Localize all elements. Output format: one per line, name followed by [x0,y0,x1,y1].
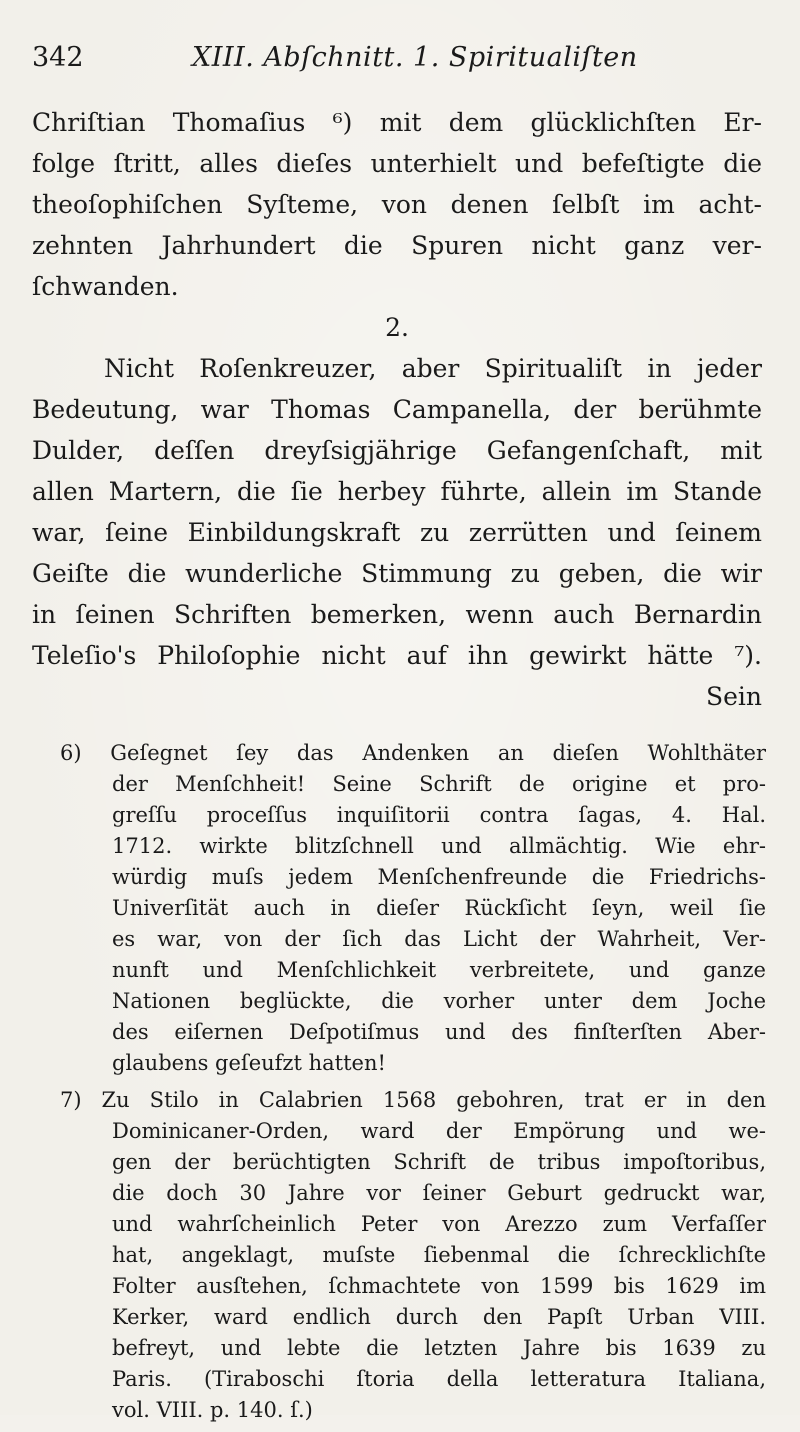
text-line: theoſophiſchen Syſteme, von denen ſelbſt im acht- [32,190,762,219]
footnote-line: nunft und Menſchlichkeit verbreitete, und ganze [112,958,766,982]
footnote-line: der Menſchheit! Seine Schrift de origine et pro- [112,772,766,796]
footnote-line: befreyt, und lebte die letzten Jahre bis 1639 zu [112,1336,766,1360]
footnote-line: Univerſität auch in dieſer Rückſicht ſeyn, weil ſie [112,896,766,920]
footnote-line: greſſu proceſſus inquiſitorii contra ſagas, 4. Hal. [112,803,766,827]
footnote-line: es war, von der ſich das Licht der Wahrheit, Ver- [112,927,766,951]
running-title: XIII. Abſchnitt. 1. Spiritualiſten [192,42,638,73]
footnote-line: des eiſernen Deſpotiſmus und des finſterſten Aber- [112,1020,766,1044]
text-line: war, ſeine Einbildungskraft zu zerrütten und ſeinem [32,518,762,547]
main-text [32,102,762,717]
footnote-line: 1712. wirkte blitzſchnell und allmächtig. Wie ehr- [112,834,766,858]
footnote-7 [60,1085,766,1426]
footnote-line: glaubens geſeufzt hatten! [112,1051,386,1075]
footnote-line: 6) Geſegnet ſey das Andenken an dieſen Wohlthäter [60,741,766,765]
text-line: allen Martern, die ſie herbey führte, allein im Stande [32,477,762,506]
text-line: folge ſtritt, alles dieſes unterhielt und befeſtigte die [32,149,762,178]
text-line: ſchwanden. [32,272,179,301]
footnote-line: gen der berüchtigten Schrift de tribus impoſtoribus, [112,1150,766,1174]
footnotes [60,738,766,1432]
section-number: 2. [385,313,409,342]
text-line: Nicht Roſenkreuzer, aber Spiritualiſt in jeder [104,354,762,383]
footnote-6 [60,738,766,1079]
page-number: 342 [32,42,84,73]
text-line: Bedeutung, war Thomas Campanella, der berühmte [32,395,762,424]
footnote-line: 7) Zu Stilo in Calabrien 1568 gebohren, trat er in den [60,1088,766,1112]
footnote-line: hat, angeklagt, muſste ſiebenmal die ſchrecklichſte [112,1243,766,1267]
text-line: Dulder, deſſen dreyſsigjährige Gefangenſchaft, mit [32,436,762,465]
footnote-line: die doch 30 Jahre vor ſeiner Geburt gedruckt war, [112,1181,766,1205]
footnote-line: Dominicaner-Orden, ward der Empörung und we- [112,1119,766,1143]
text-line: in ſeinen Schriften bemerken, wenn auch Bernardin [32,600,762,629]
footnote-line: Folter ausſtehen, ſchmachtete von 1599 bis 1629 im [112,1274,766,1298]
text-line: Chriſtian Thomaſius ⁶) mit dem glücklichſten Er- [32,108,762,137]
footnote-line: vol. VIII. p. 140. ſ.) [112,1398,313,1422]
footnote-line: Paris. (Tiraboschi ſtoria della letteratura Italiana, [112,1367,766,1391]
catchword: Sein [705,682,762,711]
footnote-line: Kerker, ward endlich durch den Papſt Urban VIII. [112,1305,766,1329]
text-line: zehnten Jahrhundert die Spuren nicht ganz ver- [32,231,762,260]
text-line: Geiſte die wunderliche Stimmung zu geben, die wir [32,559,762,588]
footnote-line: und wahrſcheinlich Peter von Arezzo zum Verfaſſer [112,1212,766,1236]
text-line: Teleſio's Philoſophie nicht auf ihn gewirkt hätte ⁷). [32,641,762,670]
footnote-line: Nationen beglückte, die vorher unter dem Joche [112,989,766,1013]
footnote-line: würdig muſs jedem Menſchenfreunde die Friedrichs- [112,865,766,889]
page-header [32,42,762,82]
